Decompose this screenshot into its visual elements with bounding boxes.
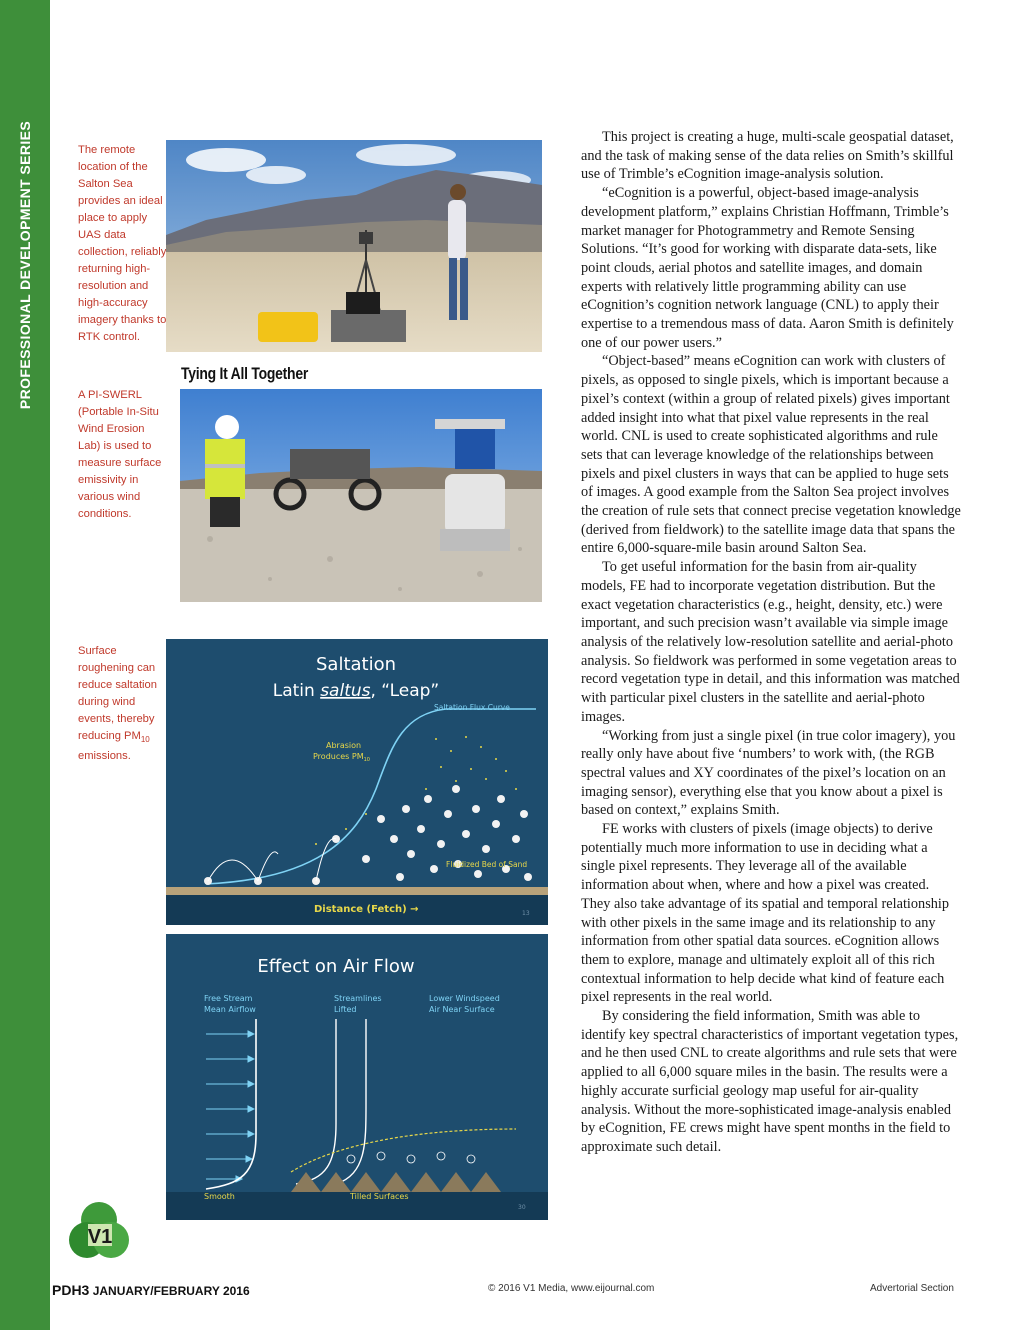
footer-issue	[52, 1282, 250, 1298]
slide-saltation	[166, 639, 548, 925]
footer-copyright: © 2016 V1 Media, www.eijournal.com	[488, 1283, 655, 1294]
label-streamlines: Streamlines	[334, 994, 382, 1003]
article-paragraph: “Working from just a single pixel (in true color imagery), you really only have about five ‘numbers’ to work with, (the RGB spectral values and XY coordinates of the pixel’s location on an imaging sensor), everything else that you know about a pixel is based on context,” explains Smith.	[581, 727, 956, 819]
caption-surface-roughening: Surface roughening can reduce saltation during wind events, thereby reducing $PM_{10}$ emissions.	[78, 645, 157, 763]
caption-salton-sea: The remote location of the Salton Sea provides an ideal place to apply UAS data collection, reliably returning high-resolution and high-accuracy imagery thanks to RTK control.	[78, 144, 167, 343]
label-tilled: Tilled Surfaces	[350, 1192, 409, 1201]
article-paragraph: This project is creating a huge, multi-scale geospatial dataset, and the task of making sense of the data relies on Smith’s skillful use of Trimble’s eCognition image-analysis solution.	[581, 129, 954, 183]
slide-number: 13	[522, 910, 530, 917]
article-paragraph: To get useful information for the basin from air-quality models, FE had to incorporate vegetation distribution. But the exact vegetation characteristics (e.g., height, density, etc.) were important, and such precision wasn’t available via simple image analysis of the relatively low-resolution satellite and aerial-photo analysis. So fieldwork was performed in some vegetation areas to record vegetation type in detail, and this information was matched with particular pixel clusters in the satellite and aerial-photo images.	[581, 559, 960, 725]
article-paragraph: By considering the field information, Smith was able to identify key spectral characteristics of important vegetation types, and he then used CNL to create algorithms and rule sets that were applied to all 6,000 square miles in the basin. The results were a highly accurate surficial geology map useful for air-quality analysis. Without the more-sophisticated image-analysis enabled by eCognition, FE crews might have spent months in the field to approximate such detail.	[581, 1008, 959, 1155]
slide-flux-label: Saltation Flux Curve	[434, 703, 510, 712]
slide-abrasion-label: Abrasion	[326, 741, 362, 750]
label-lower-windspeed: Lower Windspeed	[429, 994, 500, 1003]
v1-logo	[66, 1198, 132, 1264]
slide-saltation-title: Saltation	[315, 654, 397, 675]
slide-air-flow	[166, 934, 548, 1220]
section-heading: Tying It All Together	[181, 364, 309, 383]
slide-number-2: 30	[518, 1204, 526, 1211]
sidebar-band	[0, 0, 50, 1330]
series-label: PROFESSIONAL DEVELOPMENT SERIES	[17, 120, 33, 410]
photo-salton-sea-field	[166, 140, 542, 352]
footer-page: PDH3	[52, 1282, 90, 1298]
label-free-stream: Free Stream	[204, 994, 253, 1003]
article-paragraph: FE works with clusters of pixels (image objects) to derive potentially much more information to use in deciding what a single pixel represents. They leverage all of the available information about when, where and how a pixel was created. They also take advantage of its spatial and temporal relationship with other pixels in the same image and its relationship to any information from other spatial data sources. eCognition allows them to explore, manage and ultimately exploit all of this rich contextual information to help decide what kind of feature each pixel represents in the real world.	[581, 821, 950, 1006]
article-paragraph: “Object-based” means eCognition can work with clusters of pixels, as opposed to single pixels, which is important because a pixel’s context (within a group of related pixels) gives important added insight into what that pixel value represents in the real world. CNL is used to create sophisticated algorithms and rule sets that can leverage knowledge of the relationships between pixels and pixel clusters in ways that can be applied to huge sets of images. A good example from the Salton Sea project involves the creation of rule sets that connect precise vegetation knowledge (derived from fieldwork) to the satellite image data that spans the entire 6,000-square-mile basin around Salton Sea.	[581, 353, 961, 557]
article-body	[581, 128, 961, 1157]
label-smooth: Smooth	[204, 1192, 235, 1201]
label-streamlines-2: Lifted	[334, 1005, 357, 1014]
slide-abrasion-label-2: Produces $PM_{10}$	[313, 752, 370, 763]
footer-date: JANUARY/FEBRUARY 2016	[92, 1284, 250, 1298]
label-lower-windspeed-2: Air Near Surface	[429, 1005, 495, 1014]
footer-section: Advertorial Section	[870, 1283, 954, 1294]
slide-saltation-subtitle: Latin saltus, “Leap”	[272, 681, 440, 701]
logo-text: V1	[87, 1226, 113, 1248]
slide-airflow-title: Effect on Air Flow	[257, 956, 415, 977]
caption-pi-swerl: A PI-SWERL (Portable In-Situ Wind Erosion Lab) is used to measure surface emissivity in various wind conditions.	[78, 389, 162, 520]
slide-axis-label: Distance (Fetch) →	[314, 904, 419, 915]
slide-fluidized-label: Fluidized Bed of Sand	[446, 860, 528, 869]
photo-pi-swerl	[180, 389, 542, 602]
label-free-stream-2: Mean Airflow	[204, 1005, 256, 1014]
article-paragraph: “eCognition is a powerful, object-based image-analysis development platform,” explains Christian Hoffmann, Trimble’s market manager for Photogrammetry and Remote Sensing Solutions. “It’s good for working with disparate data-sets, like point clouds, aerial photos and satellite images, and domain experts with relatively little programming ability can use eCognition’s cognition network language (CNL) to apply their expertise to a tremendous mass of data. Aaron Smith is definitely one of our power users.”	[581, 185, 954, 351]
